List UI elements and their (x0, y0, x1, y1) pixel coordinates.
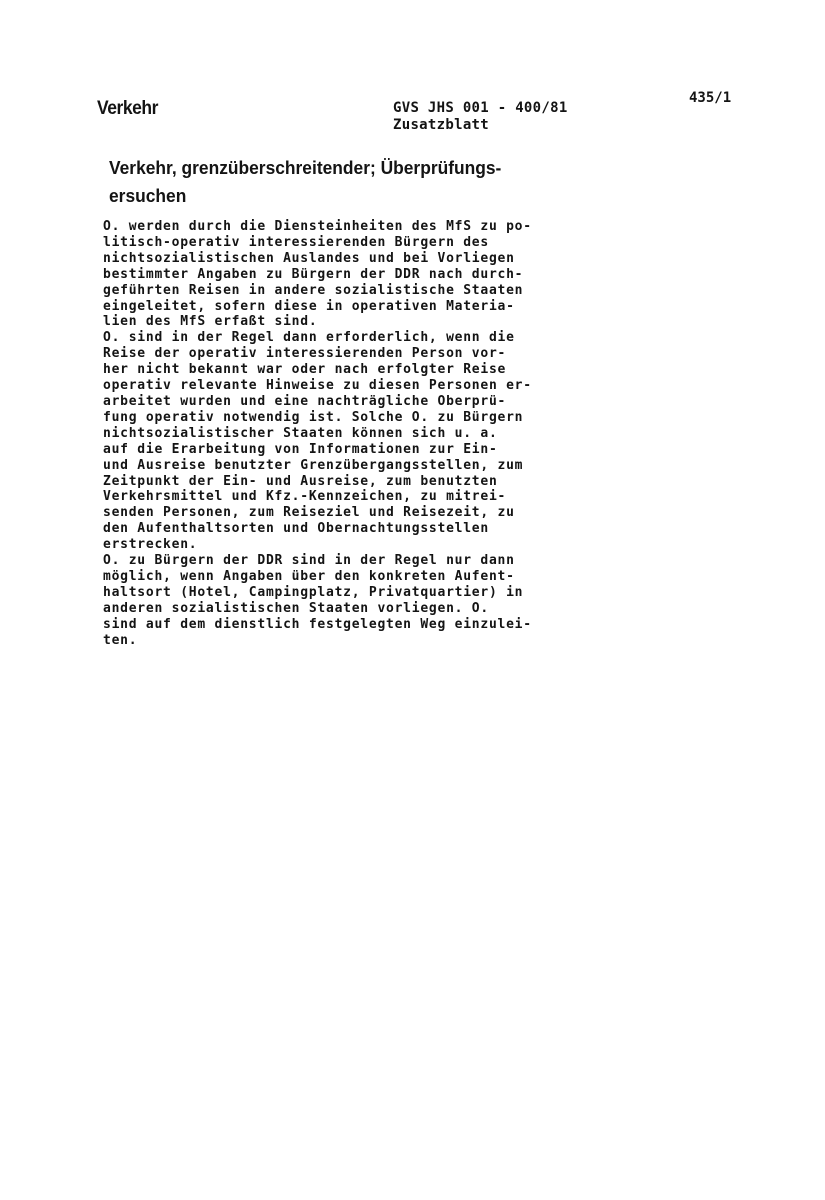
body-line: O. zu Bürgern der DDR sind in der Regel nur dann (103, 553, 515, 569)
body-line: und Ausreise benutzter Grenzübergangsstellen, zum (103, 457, 524, 473)
body-line: litisch-operativ interessierenden Bürgern des (103, 234, 489, 250)
reference-supplement: Zusatzblatt (393, 117, 490, 133)
entry-title-line: ersuchen (109, 185, 187, 206)
body-line: operativ relevante Hinweise zu diesen Personen er- (103, 378, 532, 394)
section-heading: Verkehr (97, 98, 158, 119)
body-line: Reise der operativ interessierenden Person vor- (103, 346, 507, 362)
body-line: geführten Reisen in andere sozialistische Staaten (103, 282, 524, 298)
body-line: auf die Erarbeitung von Informationen zur Ein- (103, 441, 498, 457)
body-line: arbeitet wurden und eine nachträgliche Oberprü- (103, 393, 507, 409)
reference-code: GVS JHS 001 - 400/81 (393, 100, 568, 116)
body-line: Verkehrsmittel und Kfz.-Kennzeichen, zu mitrei- (103, 489, 507, 505)
body-line: fung operativ notwendig ist. Solche O. zu Bürgern (103, 409, 524, 425)
body-line: anderen sozialistischen Staaten vorliegen. O. (103, 600, 489, 616)
entry-title (109, 154, 598, 210)
body-line: ten. (103, 632, 138, 648)
body-line: Zeitpunkt der Ein- und Ausreise, zum benutzten (103, 473, 498, 489)
entry-body (103, 219, 623, 648)
body-line: senden Personen, zum Reiseziel und Reisezeit, zu (103, 505, 515, 521)
body-line: sind auf dem dienstlich festgelegten Weg einzulei- (103, 616, 532, 632)
body-line: O. werden durch die Diensteinheiten des MfS zu po- (103, 219, 532, 234)
body-line: nichtsozialistischen Auslandes und bei Vorliegen (103, 250, 515, 266)
body-line: haltsort (Hotel, Campingplatz, Privatquartier) in (103, 584, 524, 600)
entry-title-line: Verkehr, grenzüberschreitender; Überprüfungs- (109, 157, 502, 178)
body-line: O. sind in der Regel dann erforderlich, wenn die (103, 330, 515, 346)
page-number: 435/1 (689, 90, 732, 106)
body-line: bestimmter Angaben zu Bürgern der DDR nach durch- (103, 266, 524, 282)
document-reference (393, 100, 568, 134)
body-line: her nicht bekannt war oder nach erfolgter Reise (103, 362, 507, 378)
body-line: lien des MfS erfaßt sind. (103, 314, 318, 330)
body-line: eingeleitet, sofern diese in operativen Materia- (103, 298, 515, 314)
body-line: erstrecken. (103, 537, 198, 553)
body-line: möglich, wenn Angaben über den konkreten Aufent- (103, 568, 515, 584)
body-line: nichtsozialistischer Staaten können sich u. a. (103, 425, 498, 441)
body-line: den Aufenthaltsorten und Obernachtungsstellen (103, 521, 489, 537)
